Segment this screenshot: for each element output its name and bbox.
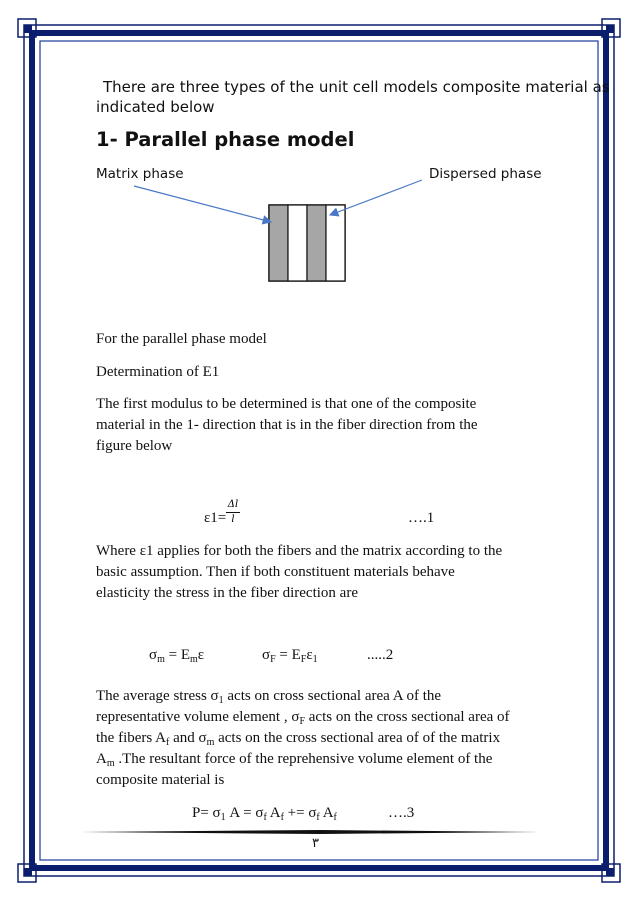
para-first-line-3: figure below — [96, 438, 173, 454]
label-dispersed-phase: Dispersed phase — [429, 166, 542, 182]
para-determination: Determination of E1 — [96, 364, 220, 380]
eq2-reference: .....2 — [367, 647, 394, 663]
eq1-reference: ….1 — [408, 510, 435, 526]
para-where-line-2: basic assumption. Then if both constituent materials behave — [96, 564, 455, 580]
eq2-matrix-stress: $\sigma_m = E_m\varepsilon$ — [149, 647, 205, 665]
eq1-numerator: Δl — [227, 499, 239, 510]
eq1-denominator: l — [231, 514, 235, 525]
eq3-force: $P= \sigma_1$ $A = \sigma_f$ $A_f += \sigma_f$ $A_f$ — [192, 805, 337, 823]
para-avg-line-2: representative volume element , $\sigma_F$ acts on the cross sectional area of — [96, 709, 510, 727]
para-where-line-3: elasticity the stress in the fiber direction are — [96, 585, 358, 601]
label-matrix-phase: Matrix phase — [96, 166, 184, 182]
eq1-lhs: ε1= — [204, 510, 227, 526]
para-for: For the parallel phase model — [96, 331, 267, 347]
para-avg-line-1: The average stress $\sigma_1$ acts on cross sectional area A of the — [96, 688, 442, 706]
para-first-line-2: material in the 1- direction that is in the fiber direction from the — [96, 417, 478, 433]
para-where-line-1: Where ε1 applies for both the fibers and the matrix according to the — [96, 543, 503, 559]
eq3-reference: ….3 — [388, 805, 415, 821]
page-number: ٣ — [312, 836, 319, 851]
eq2-fiber-stress: $\sigma_F = E_F\varepsilon_1$ — [262, 647, 318, 665]
para-avg-line-5: composite material is — [96, 772, 225, 788]
para-avg-line-3: the fibers $A_f$ and $\sigma_m$ acts on the cross sectional area of of the matrix — [96, 730, 501, 748]
para-avg-line-4: $A_m$ .The resultant force of the reprehensive volume element of the — [96, 751, 493, 769]
section-heading: 1- Parallel phase model — [96, 128, 355, 151]
intro-line-1: There are three types of the unit cell models composite material as — [103, 78, 610, 96]
para-first-line-1: The first modulus to be determined is that one of the composite — [96, 396, 477, 412]
intro-line-2: indicated below — [96, 98, 215, 116]
